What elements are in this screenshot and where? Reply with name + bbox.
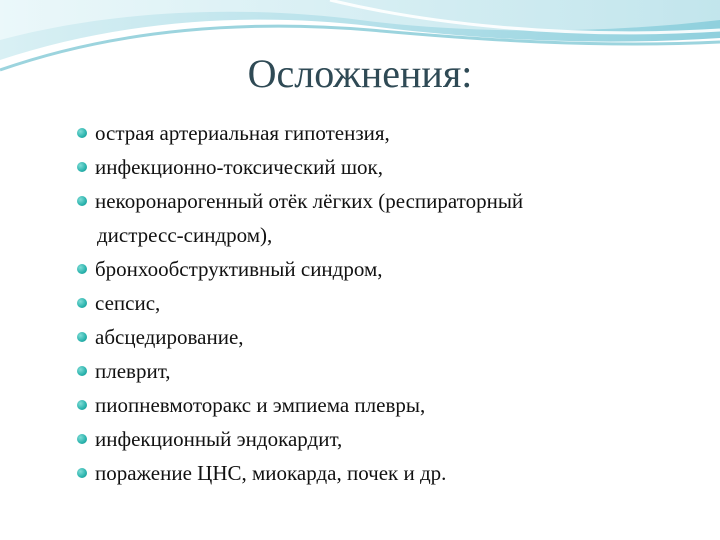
bullet-dot-icon — [77, 162, 87, 172]
list-item — [0, 184, 523, 218]
list-item — [0, 116, 523, 150]
bullet-dot-icon — [77, 196, 87, 206]
list-item — [0, 354, 523, 388]
list-item-text: острая артериальная гипотензия, — [95, 121, 390, 145]
bullet-dot-icon — [77, 434, 87, 444]
list-item — [0, 320, 523, 354]
bullet-dot-icon — [77, 332, 87, 342]
bullet-list — [0, 116, 523, 490]
list-item-text: бронхообструктивный синдром, — [95, 257, 383, 281]
bullet-dot-icon — [77, 298, 87, 308]
list-item-text: поражение ЦНС, миокарда, почек и др. — [95, 461, 447, 485]
bullet-dot-icon — [77, 264, 87, 274]
list-item — [0, 150, 523, 184]
list-item — [0, 286, 523, 320]
list-item-continuation — [0, 218, 523, 252]
list-item-text: инфекционный эндокардит, — [95, 427, 343, 451]
slide-title: Осложнения: — [247, 51, 473, 96]
list-item-text: абсцедирование, — [95, 325, 244, 349]
bullet-dot-icon — [77, 128, 87, 138]
bullet-dot-icon — [77, 468, 87, 478]
list-item — [0, 456, 523, 490]
list-item-text: некоронарогенный отёк лёгких (респираторный — [95, 189, 524, 213]
bullet-dot-icon — [77, 400, 87, 410]
list-item-text: сепсис, — [95, 291, 161, 315]
list-item — [0, 422, 523, 456]
list-item-text: плеврит, — [95, 359, 171, 383]
list-item-text: пиопневмоторакс и эмпиема плевры, — [95, 393, 426, 417]
list-item-text: инфекционно-токсический шок, — [95, 155, 383, 179]
list-item — [0, 252, 523, 286]
list-item — [0, 388, 523, 422]
bullet-dot-icon — [77, 366, 87, 376]
list-item-text: дистресс-синдром), — [97, 223, 273, 247]
